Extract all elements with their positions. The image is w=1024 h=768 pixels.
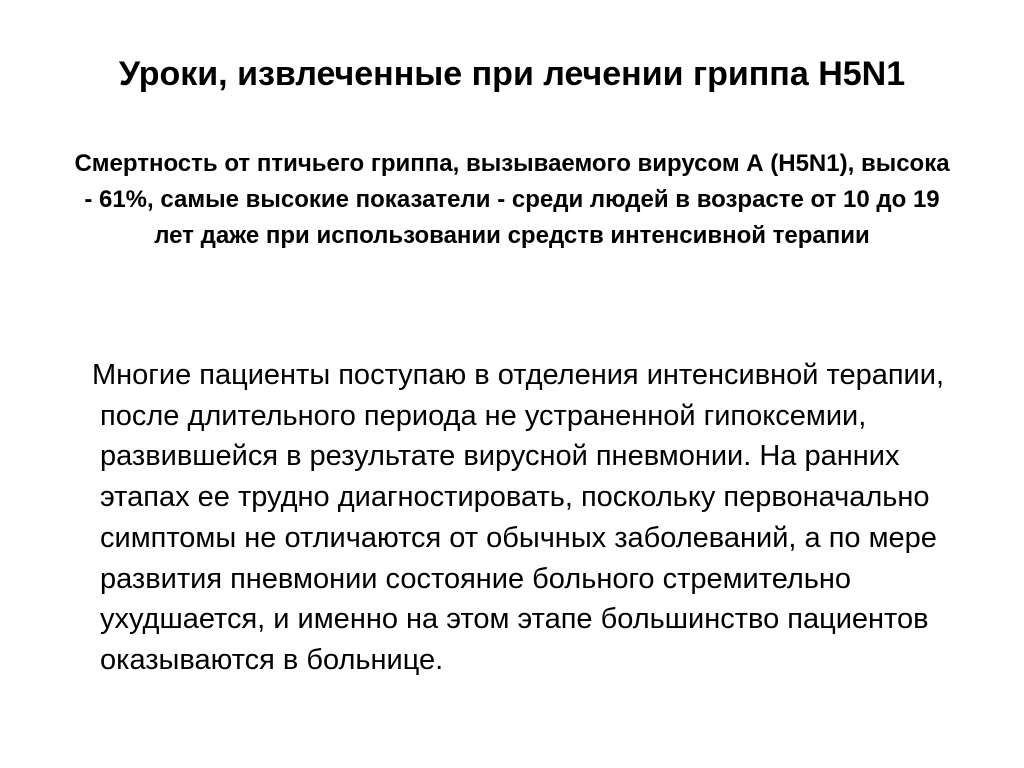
slide-title: Уроки, извлеченные при лечении гриппа H5N1 [118, 55, 906, 93]
slide-body-text: Многие пациенты поступаю в отделения интенсивной терапии, после длительного периода не устраненной гипоксемии, развившейся в результате вирусной пневмонии. На ранних этапах ее трудно диагностировать, поскольку первоначально симптомы не отличаются от обычных заболеваний, а по мере развития пневмонии состояние больного стремительно ухудшается, и именно на этом этапе большинство пациентов оказываются в больнице. [92, 359, 945, 676]
slide-subtitle: Смертность от птичьего гриппа, вызываемого вирусом А (H5N1), высока - 61%, самые высокие показатели - среди людей в возрасте от 10 до 19 лет даже при использовании средств интенсивной терапии [74, 150, 950, 249]
